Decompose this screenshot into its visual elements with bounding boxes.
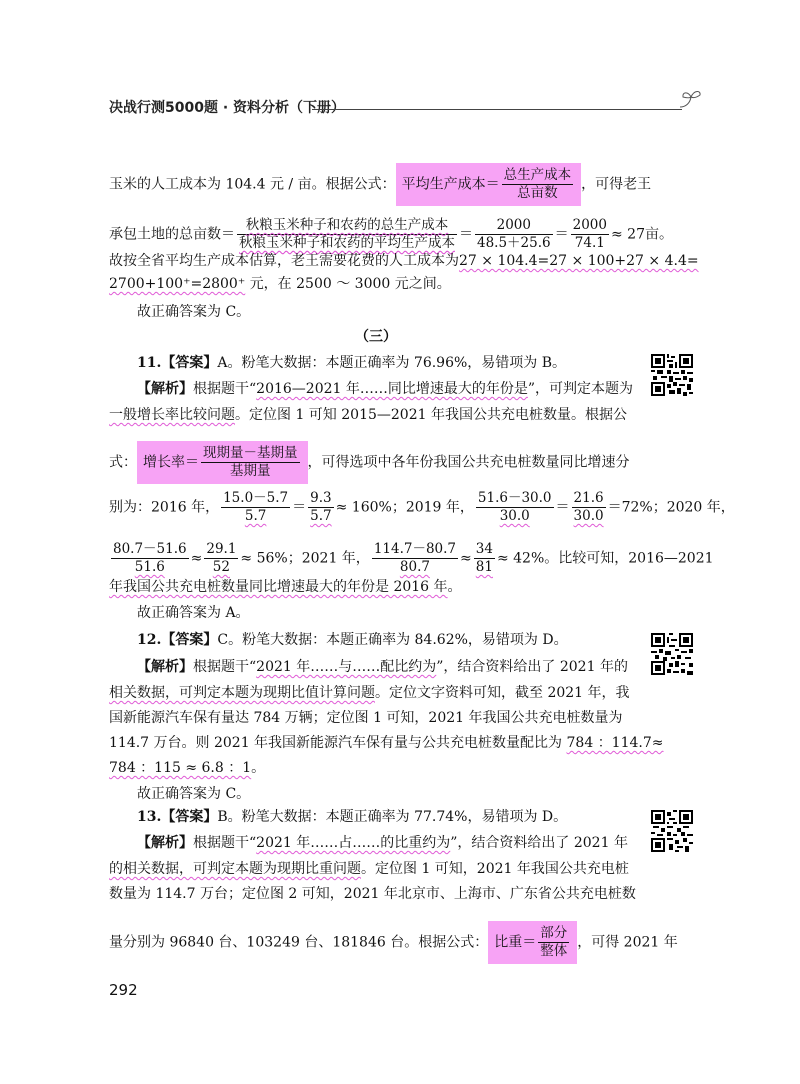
text: 。 bbox=[251, 760, 266, 776]
fraction bbox=[111, 541, 189, 576]
denominator: 48.5＋25.6 bbox=[477, 235, 551, 251]
para-line bbox=[109, 577, 462, 597]
para-line: 国新能源汽车保有量达 784 万辆；定位图 1 可知，2021 年我国公共充电桩数量为 bbox=[109, 710, 623, 726]
para-line: $\frac{80.7-51.6}{51.6}$ ≈ $\frac{29.1}{52}$ ≈ 56%；2021 年， $\frac{114.7-80.7}{80.7}$ ≈ $\frac{34}{81}$ ≈ 42%。比较可知，2016—2021 bbox=[113, 541, 714, 575]
numerator: 114.7－80.7 bbox=[373, 541, 457, 557]
text: ，可得 2021 年 bbox=[577, 934, 678, 951]
analysis-label: 【解析】 bbox=[137, 835, 193, 851]
fraction bbox=[502, 167, 574, 202]
denominator: 5.7 bbox=[310, 508, 332, 524]
text: ”，结合资料给出了 2021 年 bbox=[450, 835, 628, 851]
denominator: 80.7 bbox=[399, 559, 430, 575]
fraction bbox=[476, 490, 554, 525]
answer-line: 故正确答案为 C。 bbox=[137, 786, 251, 802]
text: ≈ 27亩。 bbox=[610, 226, 673, 243]
running-header bbox=[109, 97, 800, 117]
denominator: 30.0 bbox=[499, 508, 530, 524]
answer-heading bbox=[137, 630, 568, 650]
para-line bbox=[109, 251, 699, 271]
answer-label: 13.【答案】 bbox=[137, 809, 218, 825]
underlined-text: 的相关数据，可判定本题为现期比重问题 bbox=[109, 861, 361, 877]
numerator: 51.6－30.0 bbox=[477, 490, 552, 506]
answer-heading bbox=[137, 807, 567, 827]
text: 别为：2016 年， bbox=[109, 499, 220, 516]
para-line: 数量为 114.7 万台；定位图 2 可知，2021 年北京市、上海市、广东省公共充电桩数 bbox=[109, 886, 636, 902]
fraction bbox=[204, 541, 238, 576]
analysis-label: 【解析】 bbox=[137, 381, 193, 397]
text: ≈ 160%；2019 年， bbox=[335, 499, 474, 516]
underlined-text: 784 ：115 ≈ 6.8 ：1 bbox=[109, 760, 252, 776]
fraction bbox=[538, 925, 569, 960]
text: 根据题干“ bbox=[193, 381, 257, 397]
text: ”，结合资料给出了 2021 年的 bbox=[436, 659, 628, 675]
text: B。粉笔大数据：本题正确率为 77.74%，易错项为 D。 bbox=[217, 809, 568, 825]
formula-highlight bbox=[488, 921, 577, 964]
fraction bbox=[221, 490, 290, 525]
text: ≈ 56%；2021 年， bbox=[240, 550, 370, 567]
text: 。定位图 1 可知 2015—2021 年我国公共充电桩数量。根据公 bbox=[235, 407, 627, 423]
header-title: 决战行测5000题 · 资料分析（下册） bbox=[109, 100, 346, 116]
para-line bbox=[109, 683, 630, 703]
denominator: 秋粮玉米种子和农药的平均生产成本 bbox=[239, 235, 455, 251]
text: 。定位图 1 可知，2021 年我国公共充电桩 bbox=[361, 861, 629, 877]
text: 故按全省平均生产成本估算，老王需要花费的人工成本为 bbox=[109, 253, 459, 269]
underlined-text: 27 × 104.4=27 × 100+27 × 4.4= bbox=[459, 253, 699, 269]
para-line bbox=[109, 733, 664, 753]
denominator: 30.0 bbox=[573, 508, 604, 524]
text: A。粉笔大数据：本题正确率为 76.96%，易错项为 B。 bbox=[217, 355, 567, 371]
para-line bbox=[109, 441, 630, 484]
fraction bbox=[475, 217, 553, 252]
denominator: 基期量 bbox=[230, 463, 271, 479]
formula-lhs: 平均生产成本＝ bbox=[401, 176, 500, 193]
denominator: 总亩数 bbox=[517, 185, 558, 201]
para-line bbox=[109, 921, 678, 964]
numerator: 秋粮玉米种子和农药的总生产成本 bbox=[237, 217, 457, 235]
para-line bbox=[109, 833, 628, 853]
underlined-text: 相关数据，可判定本题为现期比值计算问题 bbox=[109, 685, 375, 701]
text: 。定位文字资料可知，截至 2021 年，我 bbox=[375, 685, 630, 701]
numerator: 29.1 bbox=[206, 541, 237, 557]
denominator: 整体 bbox=[540, 943, 568, 959]
numerator: 15.0－5.7 bbox=[223, 490, 289, 506]
answer-label: 12.【答案】 bbox=[137, 632, 218, 648]
formula-highlight bbox=[396, 163, 582, 206]
qr-code-icon[interactable] bbox=[651, 354, 693, 396]
formula-lhs: 增长率＝ bbox=[143, 454, 199, 471]
numerator: 9.3 bbox=[310, 490, 332, 506]
section-heading: （三） bbox=[355, 329, 397, 345]
fraction bbox=[237, 217, 457, 252]
text: 承包土地的总亩数＝ bbox=[109, 226, 235, 243]
para-line bbox=[109, 859, 629, 879]
underlined-text: 2700+100⁺=2800⁺ bbox=[109, 276, 246, 292]
text: 根据题干“ bbox=[193, 835, 257, 851]
underlined-text: 784 ：114.7≈ bbox=[566, 735, 664, 751]
text: 量分别为 96840 台、103249 台、181846 台。根据公式： bbox=[109, 934, 489, 951]
numerator: 34 bbox=[475, 541, 493, 557]
fraction bbox=[372, 541, 458, 576]
para-line: 别为：2016 年， $\frac{15.0-5.7}{5.7}$ ＝ $\frac{9.3}{5.7}$ ≈ 160%；2019 年， $\frac{51.6-30.0}{30.0}$ ＝ $\frac{21.6}{30.0}$ ＝72%；2020 年， bbox=[109, 490, 735, 524]
formula-highlight bbox=[137, 441, 308, 484]
qr-code-icon[interactable] bbox=[651, 810, 693, 852]
underlined-text: 一般增长率比较问题 bbox=[109, 407, 235, 423]
para-line bbox=[109, 379, 633, 399]
text: 式： bbox=[109, 454, 137, 471]
fraction bbox=[572, 490, 606, 525]
numerator: 总生产成本 bbox=[503, 167, 572, 183]
text: 玉米的人工成本为 104.4 元 / 亩。根据公式： bbox=[109, 176, 396, 193]
text: 根据题干“ bbox=[193, 659, 257, 675]
text: ”，可判定本题为 bbox=[527, 381, 634, 397]
denominator: 81 bbox=[475, 559, 493, 575]
denominator: 51.6 bbox=[134, 559, 165, 575]
text: 元，在 2500 ～ 3000 元之间。 bbox=[249, 276, 451, 292]
underlined-text: 年我国公共充电桩数量同比增速最大的年份是 2016 年 bbox=[109, 579, 448, 595]
fraction bbox=[201, 445, 300, 480]
text: ≈ 42%。比较可知，2016—2021 bbox=[496, 550, 714, 567]
text: 114.7 万台。则 2021 年我国新能源汽车保有量与公共充电桩数量配比为 bbox=[109, 735, 563, 751]
fraction bbox=[474, 541, 495, 576]
numerator: 80.7－51.6 bbox=[113, 541, 187, 557]
denominator: 74.1 bbox=[574, 235, 605, 251]
numerator: 2000 bbox=[572, 217, 607, 233]
numerator: 21.6 bbox=[573, 490, 604, 506]
para-line bbox=[109, 405, 627, 425]
denominator: 5.7 bbox=[244, 508, 267, 524]
formula-lhs: 比重＝ bbox=[494, 934, 537, 951]
header-rule bbox=[312, 109, 682, 110]
para-line: 承包土地的总亩数＝ $\frac{\text{秋粮玉米种子和农药的总生产成本}}{\text{秋粮玉米种子和农药的平均生产成本}}$ ＝ $\frac{2000}{48.5+25.6}$ ＝ $\frac{2000}{74.1}$ ≈ 27亩。 bbox=[109, 217, 673, 251]
denominator: 52 bbox=[212, 559, 230, 575]
text: C。粉笔大数据：本题正确率为 84.62%，易错项为 D。 bbox=[217, 632, 568, 648]
numerator: 部分 bbox=[540, 925, 568, 941]
text: ，可得选项中各年份我国公共充电桩数量同比增速分 bbox=[307, 454, 630, 471]
para-line bbox=[109, 758, 265, 778]
text: 。 bbox=[447, 579, 462, 595]
fraction bbox=[308, 490, 333, 525]
underlined-text: 2016—2021 年……同比增速最大的年份是 bbox=[256, 381, 528, 397]
para-line bbox=[109, 163, 651, 206]
para-line bbox=[109, 274, 451, 294]
fraction bbox=[571, 217, 609, 252]
text: ，可得老王 bbox=[581, 176, 652, 193]
analysis-label: 【解析】 bbox=[137, 659, 193, 675]
para-line bbox=[109, 657, 628, 677]
answer-line: 故正确答案为 C。 bbox=[137, 304, 251, 320]
numerator: 现期量－基期量 bbox=[203, 445, 298, 461]
qr-code-icon[interactable] bbox=[651, 633, 693, 675]
text: ＝72%；2020 年， bbox=[607, 499, 735, 516]
underlined-text: 2021 年……占……的比重约为 bbox=[256, 835, 451, 851]
underlined-text: 2021 年……与……配比约为 bbox=[256, 659, 437, 675]
answer-heading bbox=[137, 353, 566, 373]
sprout-icon bbox=[678, 89, 704, 109]
answer-line: 故正确答案为 A。 bbox=[137, 605, 250, 621]
page-number: 292 bbox=[109, 981, 138, 999]
answer-label: 11.【答案】 bbox=[137, 355, 218, 371]
numerator: 2000 bbox=[475, 217, 553, 235]
